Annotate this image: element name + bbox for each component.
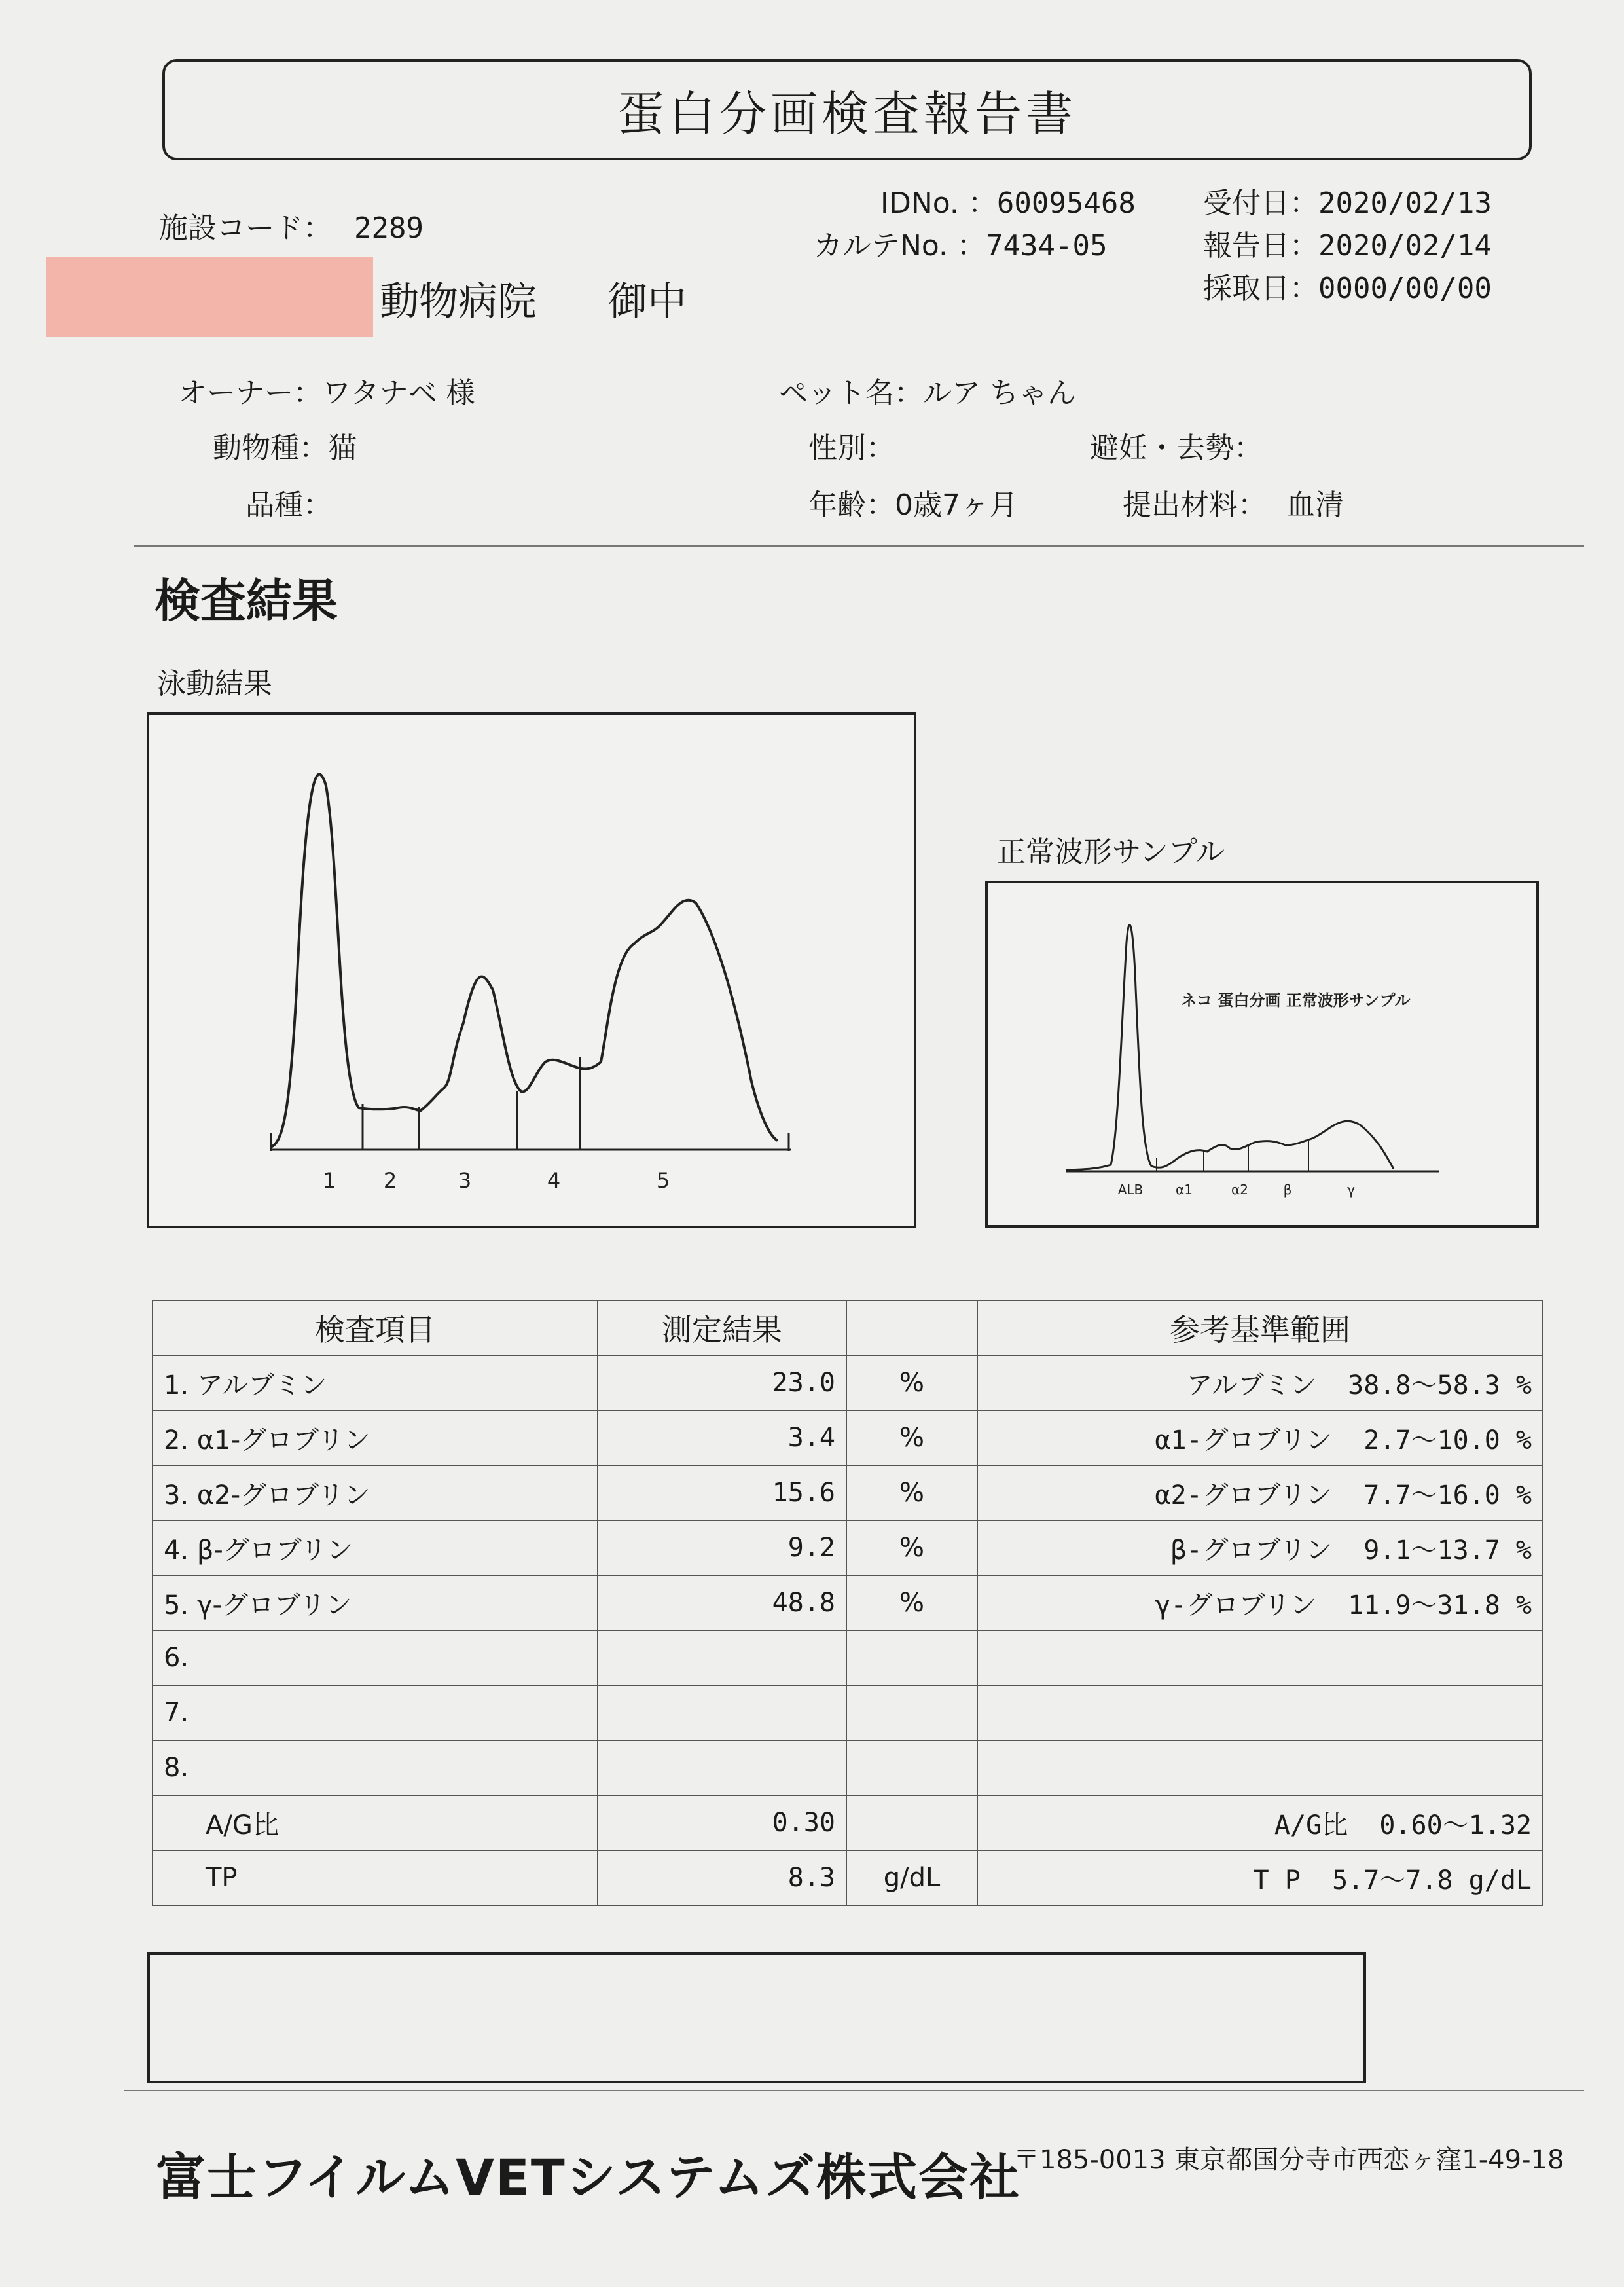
section-divider: [134, 545, 1584, 547]
tp-item: TP: [153, 1850, 598, 1905]
ag-ratio-row: [153, 1795, 1543, 1850]
material-value: 血清: [1286, 488, 1344, 522]
report-title: 蛋白分画検査報告書: [162, 59, 1532, 160]
report-value: 2020/02/14: [1318, 229, 1492, 263]
header-item: 検査項目: [153, 1300, 598, 1355]
ref-range: 11.9〜31.8 %: [1348, 1590, 1532, 1620]
breed-label: 品種：: [245, 488, 332, 522]
facility-code-label: 施設コード：: [159, 211, 332, 245]
row-reference: [977, 1465, 1543, 1520]
row-value: 9.2: [598, 1520, 846, 1575]
ref-range: 2.7〜10.0 %: [1363, 1425, 1532, 1455]
normal-sample-heading: 正常波形サンプル: [997, 835, 1225, 869]
row-value: 23.0: [598, 1355, 846, 1410]
sample-label-a2: α2: [1231, 1182, 1248, 1198]
received-date: [1203, 179, 1492, 221]
row-item: 4. β-グロブリン: [153, 1520, 598, 1575]
facility-code: [159, 204, 424, 246]
received-value: 2020/02/13: [1318, 187, 1492, 220]
row-reference: [977, 1575, 1543, 1630]
ag-value: 0.30: [598, 1795, 846, 1850]
row-reference: [977, 1410, 1543, 1465]
electrophoresis-curve: [270, 774, 778, 1147]
row-unit: %: [846, 1520, 977, 1575]
row-reference: [977, 1520, 1543, 1575]
facility-code-value: 2289: [354, 211, 424, 245]
row-reference: [977, 1355, 1543, 1410]
header-result: 測定結果: [598, 1300, 846, 1355]
row-item: 3. α2-グロブリン: [153, 1465, 598, 1520]
ref-name: γ-グロブリン: [1155, 1590, 1316, 1620]
received-label: 受付日：: [1203, 187, 1318, 220]
ag-item: A/G比: [153, 1795, 598, 1850]
header-unit: [846, 1300, 977, 1355]
company-address: 〒185-0013 東京都国分寺市西恋ヶ窪1-49-18: [1013, 2145, 1564, 2175]
row-unit: %: [846, 1465, 977, 1520]
row-item: 1. アルブミン: [153, 1355, 598, 1410]
hospital-name: [380, 270, 687, 327]
results-heading: 検査結果: [154, 574, 338, 628]
ref-name: β-グロブリン: [1170, 1535, 1333, 1565]
report-label: 報告日：: [1203, 229, 1318, 263]
redaction-mark: [46, 257, 373, 337]
sex-field: [808, 424, 895, 466]
owner-label: オーナー：: [178, 376, 322, 410]
ref-range: 9.1〜13.7 %: [1363, 1535, 1532, 1565]
report-date: [1203, 222, 1492, 264]
ag-reference: [977, 1795, 1543, 1850]
ref-name: α1-グロブリン: [1155, 1425, 1333, 1455]
owner-value: ワタナベ 様: [322, 376, 475, 410]
row-unit: [846, 1630, 977, 1685]
row-unit: [846, 1740, 977, 1795]
table-row: [153, 1630, 1543, 1685]
electrophoresis-heading: 泳動結果: [157, 667, 272, 701]
age-label: 年齢：: [808, 488, 895, 522]
id-number: [880, 179, 1136, 221]
row-unit: [846, 1685, 977, 1740]
tp-row: [153, 1850, 1543, 1905]
ag-ref-name: A/G比: [1274, 1810, 1348, 1840]
row-value: [598, 1685, 846, 1740]
ag-unit: [846, 1795, 977, 1850]
id-value: 60095468: [996, 187, 1136, 220]
normal-sample-chart: [988, 883, 1536, 1225]
row-value: 3.4: [598, 1410, 846, 1465]
electrophoresis-chart-frame: [147, 712, 916, 1228]
row-item: 7.: [153, 1685, 598, 1740]
karte-number: [814, 222, 1107, 264]
row-unit: %: [846, 1410, 977, 1465]
fraction-label-4: 4: [547, 1168, 561, 1193]
sex-label: 性別：: [808, 431, 895, 465]
sample-label-alb: ALB: [1117, 1182, 1144, 1198]
sample-label-beta: β: [1283, 1182, 1292, 1198]
ref-range: 38.8〜58.3 %: [1348, 1370, 1532, 1400]
species-field: [213, 424, 357, 466]
collected-label: 採取日：: [1203, 272, 1318, 305]
age-field: [808, 481, 1018, 523]
material-label: 提出材料：: [1123, 488, 1267, 522]
electrophoresis-chart: [149, 715, 914, 1226]
ref-range: 7.7〜16.0 %: [1363, 1480, 1532, 1510]
tp-unit: g/dL: [846, 1850, 977, 1905]
karte-label: カルテNo. ：: [814, 229, 986, 263]
neuter-field: [1090, 424, 1263, 466]
table-row: [153, 1465, 1543, 1520]
pet-name-value: ルア ちゃん: [923, 376, 1076, 410]
sample-label-a1: α1: [1176, 1182, 1193, 1198]
species-value: 猫: [328, 431, 357, 465]
table-row: [153, 1410, 1543, 1465]
row-item: 8.: [153, 1740, 598, 1795]
row-value: 48.8: [598, 1575, 846, 1630]
tp-ref-range: 5.7〜7.8 g/dL: [1332, 1865, 1532, 1895]
pet-name-field: [779, 369, 1076, 411]
fraction-label-5: 5: [656, 1168, 670, 1193]
table-row: [153, 1575, 1543, 1630]
normal-sample-frame: [985, 881, 1539, 1228]
age-value: 0歳7ヶ月: [895, 488, 1018, 522]
row-reference: [977, 1630, 1543, 1685]
ref-name: α2-グロブリン: [1155, 1480, 1333, 1510]
row-reference: [977, 1685, 1543, 1740]
table-row: [153, 1520, 1543, 1575]
pet-name-label: ペット名：: [779, 376, 923, 410]
sample-label-gamma: γ: [1347, 1182, 1355, 1198]
hospital-honorific: 御中: [608, 279, 687, 325]
species-label: 動物種：: [213, 431, 328, 465]
header-reference: 参考基準範囲: [977, 1300, 1543, 1355]
id-label: IDNo. ：: [880, 187, 997, 220]
normal-sample-title: ネコ 蛋白分画 正常波形サンプル: [1181, 991, 1411, 1010]
row-unit: %: [846, 1575, 977, 1630]
neuter-label: 避妊・去勢：: [1090, 431, 1263, 465]
results-table: [152, 1300, 1543, 1906]
hospital-label: 動物病院: [380, 279, 537, 325]
collected-date: [1203, 265, 1492, 306]
row-value: [598, 1630, 846, 1685]
row-item: 6.: [153, 1630, 598, 1685]
owner-field: [178, 369, 475, 411]
breed-field: [245, 481, 332, 523]
ag-ref-range: 0.60〜1.32: [1379, 1810, 1532, 1840]
collected-value: 0000/00/00: [1318, 272, 1492, 305]
tp-ref-name: T P: [1253, 1865, 1301, 1895]
table-row: [153, 1740, 1543, 1795]
table-row: [153, 1355, 1543, 1410]
comment-box: [147, 1952, 1366, 2083]
row-item: 5. γ-グロブリン: [153, 1575, 598, 1630]
table-row: [153, 1685, 1543, 1740]
fraction-label-3: 3: [458, 1168, 472, 1193]
tp-reference: [977, 1850, 1543, 1905]
sample-curve: [1066, 925, 1394, 1170]
company-name: 富士フイルムVETシステムズ株式会社: [156, 2148, 1021, 2206]
row-value: [598, 1740, 846, 1795]
ref-name: アルブミン: [1186, 1370, 1316, 1400]
fraction-label-2: 2: [383, 1168, 397, 1193]
footer-divider: [124, 2090, 1584, 2091]
row-reference: [977, 1740, 1543, 1795]
tp-value: 8.3: [598, 1850, 846, 1905]
fraction-label-1: 1: [322, 1168, 336, 1193]
karte-value: 7434-05: [986, 229, 1108, 263]
row-unit: %: [846, 1355, 977, 1410]
row-value: 15.6: [598, 1465, 846, 1520]
table-header-row: [153, 1300, 1543, 1355]
material-field: [1123, 481, 1344, 523]
row-item: 2. α1-グロブリン: [153, 1410, 598, 1465]
